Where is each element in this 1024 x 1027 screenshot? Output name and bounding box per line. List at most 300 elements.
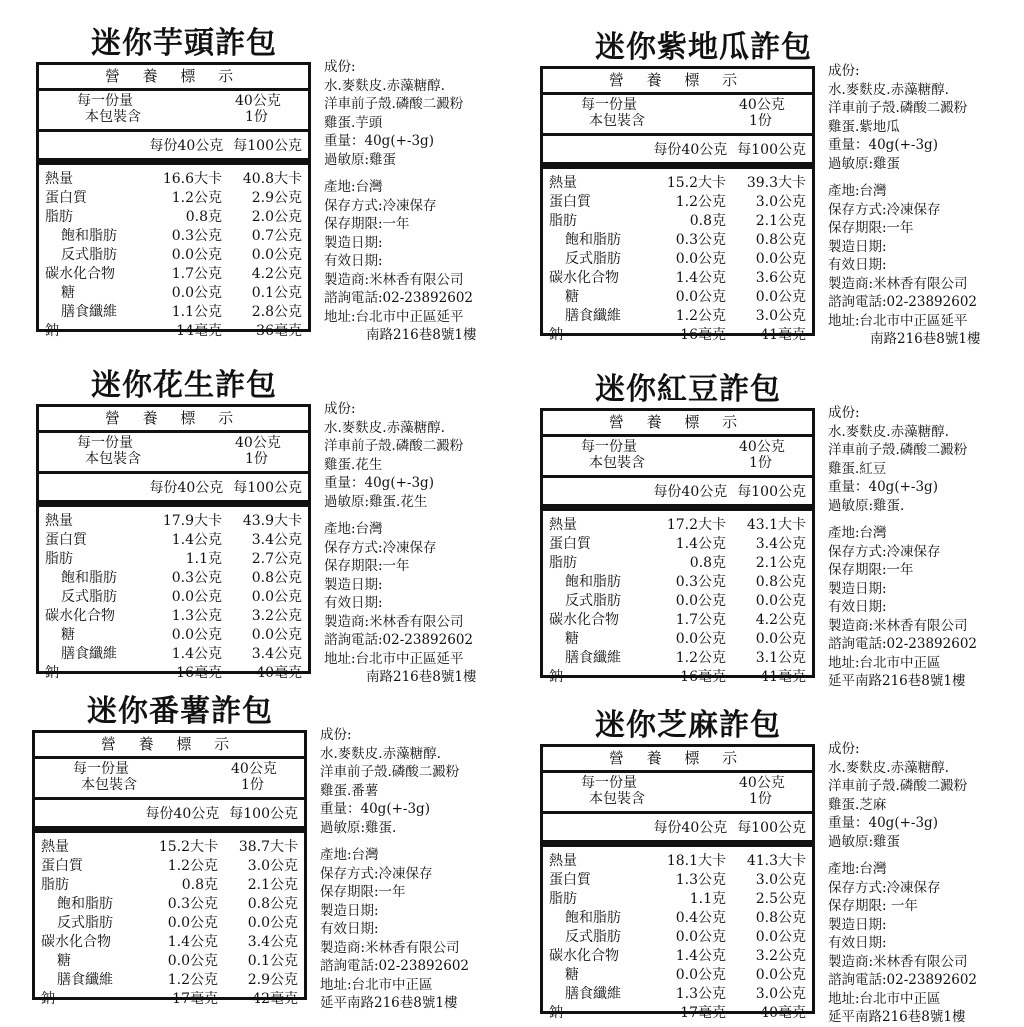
per-100g-value: 3.0公克 (755, 872, 806, 888)
per-serving-value: 0.3公克 (171, 570, 222, 586)
nutrient-name: 碳水化合物 (549, 948, 619, 964)
serving-size-value: 40公克 (231, 761, 277, 777)
servings-per-pack-value: 1份 (749, 113, 772, 129)
column-headers (543, 814, 812, 847)
nutrient-name: 膳食纖維 (565, 308, 621, 324)
nutrient-row (543, 250, 812, 269)
per-serving-value: 16毫克 (176, 665, 222, 681)
nutrient-row (39, 189, 308, 208)
nutrient-row (39, 303, 308, 322)
nutrition-header: 營 養 標 示 (39, 407, 308, 433)
per-serving-value: 0.3公克 (675, 232, 726, 248)
serving-size-value: 40公克 (739, 439, 785, 455)
nutrient-row (543, 852, 812, 871)
ingredient-line: 過敏原:雞蛋 (324, 151, 397, 168)
per-100g-value: 2.1公克 (755, 555, 806, 571)
per-serving-value: 15.2大卡 (158, 839, 218, 855)
per-100g-value: 0.7公克 (251, 228, 302, 244)
nutrient-name: 碳水化合物 (549, 612, 619, 628)
nutrient-row (543, 871, 812, 890)
nutrient-row (543, 668, 812, 687)
per-100g-value: 0.8公克 (755, 910, 806, 926)
product-info-line: 產地:台灣 (828, 183, 887, 199)
nutrient-row (543, 307, 812, 326)
nutrient-row (35, 914, 304, 933)
serving-size-value: 40公克 (739, 775, 785, 791)
column-headers (39, 132, 308, 165)
serving-info (39, 91, 308, 132)
per-100g-value: 3.0公克 (755, 986, 806, 1002)
nutrient-name: 糖 (565, 289, 579, 305)
nutrient-row (543, 326, 812, 345)
nutrient-name: 鈉 (41, 991, 55, 1007)
per-100g-value: 3.2公克 (251, 608, 302, 624)
product-details (828, 62, 1018, 349)
product-info-line: 地址:台北市中正區 (828, 990, 941, 1007)
serving-size-value: 40公克 (235, 435, 281, 451)
servings-per-pack-label: 本包裝含 (589, 113, 645, 129)
product-details (828, 740, 1018, 1027)
per-100g-value: 2.9公克 (247, 972, 298, 988)
product-info-line: 保存期限:一年 (828, 562, 914, 578)
per-serving-value: 0.0公克 (167, 953, 218, 969)
nutrient-name: 蛋白質 (549, 194, 591, 210)
nutrient-name: 飽和脂肪 (61, 570, 117, 586)
ingredient-line: 水.麥麩皮.赤藻糖醇. (828, 759, 949, 776)
ingredient-line: 水.麥麩皮.赤藻糖醇. (828, 423, 949, 440)
nutrient-name: 碳水化合物 (45, 608, 115, 624)
product-info-line: 製造商:米林香有限公司 (324, 613, 464, 630)
serving-info (35, 759, 304, 800)
nutrient-name: 熱量 (549, 853, 577, 869)
nutrient-table (543, 847, 812, 1023)
nutrition-facts-box (36, 404, 311, 681)
product-info-line: 諮詢電話:02-23892602 (324, 290, 474, 306)
nutrient-name: 鈉 (549, 327, 563, 343)
ingredient-line: 水.麥麩皮.赤藻糖醇. (828, 81, 949, 98)
serving-info (543, 773, 812, 814)
product-info-line: 有效日期: (828, 599, 887, 615)
per-serving-header: 每份40公克 (653, 820, 728, 836)
per-100g-value: 0.1公克 (251, 285, 302, 301)
ingredient-line: 水.麥麩皮.赤藻糖醇. (324, 419, 445, 436)
per-100g-header: 每100公克 (737, 820, 806, 836)
nutrient-row (39, 284, 308, 303)
nutrient-row (543, 231, 812, 250)
per-serving-value: 0.3公克 (171, 228, 222, 244)
per-100g-value: 0.0公克 (251, 589, 302, 605)
nutrient-name: 蛋白質 (41, 858, 83, 874)
product-label (540, 700, 1020, 1025)
ingredient-line: 重量：40g(+-3g) (828, 815, 938, 831)
ingredient-line: 洋車前子殼.磷酸二澱粉 (324, 96, 464, 112)
per-100g-value: 41.3大卡 (746, 853, 806, 869)
nutrient-name: 熱量 (41, 839, 69, 855)
per-100g-value: 3.2公克 (755, 948, 806, 964)
product-title: 迷你紫地瓜詐包 (595, 30, 812, 65)
product-info-line: 地址:台北市中正區延平 (324, 308, 464, 325)
address-continuation: 南路216巷8號1樓 (366, 669, 477, 685)
per-serving-value: 16.6大卡 (162, 171, 222, 187)
ingredient-line: 重量：40g(+-3g) (828, 479, 938, 495)
ingredient-line: 過敏原:雞蛋. (320, 819, 397, 836)
ingredient-line: 成份: (828, 63, 860, 79)
per-serving-value: 0.3公克 (675, 574, 726, 590)
ingredient-line: 過敏原:雞蛋 (828, 833, 901, 850)
per-100g-header: 每100公克 (229, 806, 298, 822)
nutrient-name: 碳水化合物 (549, 270, 619, 286)
servings-per-pack-value: 1份 (749, 455, 772, 471)
per-serving-value: 1.4公克 (675, 270, 726, 286)
per-100g-value: 40毫克 (256, 665, 302, 681)
product-info-line: 製造商:米林香有限公司 (828, 617, 968, 634)
nutrient-name: 蛋白質 (549, 872, 591, 888)
product-info-line: 保存方式:冷凍保存 (828, 879, 941, 896)
nutrient-table (39, 165, 308, 341)
nutrition-facts-box (540, 408, 815, 685)
per-serving-value: 0.8克 (181, 877, 218, 893)
product-label (32, 686, 512, 1011)
nutrient-name: 碳水化合物 (41, 934, 111, 950)
nutrient-row (35, 838, 304, 857)
product-info-line: 地址:台北市中正區 (320, 976, 433, 993)
nutrient-row (543, 592, 812, 611)
per-100g-value: 2.8公克 (251, 304, 302, 320)
per-100g-value: 40.8大卡 (242, 171, 302, 187)
per-serving-value: 16毫克 (680, 669, 726, 685)
per-serving-value: 1.3公克 (675, 872, 726, 888)
per-100g-value: 0.0公克 (247, 915, 298, 931)
per-100g-value: 0.0公克 (755, 631, 806, 647)
per-100g-value: 0.1公克 (247, 953, 298, 969)
product-info-line: 製造日期: (828, 238, 887, 255)
nutrient-row (543, 649, 812, 668)
product-title: 迷你芝麻詐包 (595, 708, 781, 743)
nutrition-header: 營 養 標 示 (543, 747, 812, 773)
nutrient-name: 膳食纖維 (61, 304, 117, 320)
nutrient-row (35, 971, 304, 990)
serving-size-label: 每一份量 (77, 435, 133, 451)
per-serving-value: 0.0公克 (171, 627, 222, 643)
nutrient-name: 糖 (61, 285, 75, 301)
per-100g-value: 3.4公克 (755, 536, 806, 552)
serving-size-label: 每一份量 (581, 439, 637, 455)
product-title: 迷你花生詐包 (91, 368, 277, 403)
per-100g-value: 0.8公克 (247, 896, 298, 912)
nutrient-name: 飽和脂肪 (57, 896, 113, 912)
nutrient-name: 膳食纖維 (61, 646, 117, 662)
nutrient-row (543, 573, 812, 592)
per-serving-value: 17.9大卡 (162, 513, 222, 529)
per-serving-value: 1.4公克 (171, 646, 222, 662)
nutrient-row (39, 322, 308, 341)
per-100g-value: 39.3大卡 (746, 175, 806, 191)
per-100g-value: 0.0公克 (755, 967, 806, 983)
nutrient-row (39, 664, 308, 683)
serving-size-label: 每一份量 (581, 775, 637, 791)
per-100g-value: 0.8公克 (755, 574, 806, 590)
per-100g-value: 38.7大卡 (238, 839, 298, 855)
column-headers (543, 136, 812, 169)
per-100g-value: 0.0公克 (755, 593, 806, 609)
product-info-line: 保存期限: 一年 (828, 898, 918, 914)
per-100g-header: 每100公克 (737, 484, 806, 500)
ingredient-line: 重量：40g(+-3g) (324, 475, 434, 491)
per-100g-value: 41毫克 (760, 669, 806, 685)
per-serving-value: 1.2公克 (171, 190, 222, 206)
nutrient-name: 鈉 (45, 665, 59, 681)
nutrient-row (35, 990, 304, 1009)
ingredient-line: 水.麥麩皮.赤藻糖醇. (324, 77, 445, 94)
servings-per-pack-value: 1份 (749, 791, 772, 807)
nutrient-name: 蛋白質 (45, 190, 87, 206)
nutrient-row (39, 531, 308, 550)
per-100g-value: 2.9公克 (251, 190, 302, 206)
serving-info (39, 433, 308, 474)
per-serving-value: 0.0公克 (171, 589, 222, 605)
nutrient-name: 飽和脂肪 (565, 232, 621, 248)
per-serving-value: 0.0公克 (167, 915, 218, 931)
nutrient-table (39, 507, 308, 683)
ingredient-line: 雞蛋.紫地瓜 (828, 118, 900, 135)
per-serving-value: 0.3公克 (167, 896, 218, 912)
product-info-line: 製造商:米林香有限公司 (828, 953, 968, 970)
nutrient-name: 反式脂肪 (61, 589, 117, 605)
nutrition-header: 營 養 標 示 (39, 65, 308, 91)
ingredient-line: 成份: (828, 405, 860, 421)
per-100g-value: 2.0公克 (251, 209, 302, 225)
per-100g-value: 0.0公克 (755, 289, 806, 305)
per-100g-value: 3.6公克 (755, 270, 806, 286)
per-serving-header: 每份40公克 (653, 142, 728, 158)
product-info-line: 諮詢電話:02-23892602 (324, 632, 474, 648)
product-label (36, 18, 516, 343)
product-info-line: 延平南路216巷8號1樓 (828, 673, 966, 689)
product-info-line: 保存方式:冷凍保存 (324, 539, 437, 556)
nutrient-row (39, 265, 308, 284)
per-serving-value: 0.0公克 (675, 251, 726, 267)
servings-per-pack-label: 本包裝含 (589, 455, 645, 471)
ingredient-line: 洋車前子殼.磷酸二澱粉 (320, 764, 460, 780)
address-continuation: 南路216巷8號1樓 (870, 331, 981, 347)
servings-per-pack-label: 本包裝含 (589, 791, 645, 807)
product-info-line: 產地:台灣 (828, 861, 887, 877)
per-serving-value: 1.4公克 (167, 934, 218, 950)
nutrient-name: 脂肪 (549, 213, 577, 229)
nutrition-header: 營 養 標 示 (543, 411, 812, 437)
per-serving-value: 1.2公克 (675, 650, 726, 666)
ingredient-line: 洋車前子殼.磷酸二澱粉 (828, 442, 968, 458)
per-100g-value: 36毫克 (256, 323, 302, 339)
per-100g-value: 0.8公克 (755, 232, 806, 248)
per-100g-value: 4.2公克 (251, 266, 302, 282)
per-100g-value: 3.4公克 (247, 934, 298, 950)
ingredient-line: 過敏原:雞蛋 (828, 155, 901, 172)
nutrient-row (543, 985, 812, 1004)
per-serving-value: 1.7公克 (675, 612, 726, 628)
per-100g-value: 0.0公克 (251, 627, 302, 643)
ingredient-line: 洋車前子殼.磷酸二澱粉 (324, 438, 464, 454)
nutrition-facts-box (540, 744, 815, 1021)
nutrient-row (543, 554, 812, 573)
nutrient-row (543, 516, 812, 535)
per-serving-value: 0.0公克 (675, 929, 726, 945)
per-serving-value: 0.8克 (185, 209, 222, 225)
nutrient-name: 糖 (61, 627, 75, 643)
per-serving-value: 1.3公克 (675, 986, 726, 1002)
nutrient-row (39, 512, 308, 531)
per-serving-value: 0.0公克 (171, 285, 222, 301)
ingredient-line: 成份: (324, 401, 356, 417)
per-serving-value: 0.0公克 (171, 247, 222, 263)
product-info-line: 製造日期: (324, 234, 383, 251)
per-serving-value: 1.2公克 (675, 194, 726, 210)
ingredient-line: 雞蛋.芝麻 (828, 796, 887, 813)
column-headers (39, 474, 308, 507)
nutrient-table (35, 833, 304, 1009)
nutrient-row (543, 890, 812, 909)
nutrition-facts-box (36, 62, 311, 339)
product-info-line: 延平南路216巷8號1樓 (320, 995, 458, 1011)
per-serving-value: 1.2公克 (675, 308, 726, 324)
nutrient-name: 脂肪 (549, 891, 577, 907)
per-serving-value: 16毫克 (680, 327, 726, 343)
per-100g-value: 2.5公克 (755, 891, 806, 907)
nutrient-name: 熱量 (549, 175, 577, 191)
nutrient-row (35, 933, 304, 952)
per-serving-value: 0.0公克 (675, 289, 726, 305)
nutrient-row (39, 208, 308, 227)
product-info-line: 有效日期: (828, 935, 887, 951)
per-serving-header: 每份40公克 (653, 484, 728, 500)
nutrient-name: 碳水化合物 (45, 266, 115, 282)
product-info-line: 有效日期: (324, 595, 383, 611)
nutrient-name: 糖 (565, 631, 579, 647)
nutrient-row (543, 630, 812, 649)
product-info-line: 保存方式:冷凍保存 (828, 543, 941, 560)
ingredient-line: 重量：40g(+-3g) (324, 133, 434, 149)
per-100g-value: 2.1公克 (755, 213, 806, 229)
servings-per-pack-value: 1份 (245, 109, 268, 125)
nutrient-name: 膳食纖維 (57, 972, 113, 988)
serving-info (543, 95, 812, 136)
nutrient-row (35, 895, 304, 914)
nutrition-facts-box (540, 66, 815, 343)
nutrition-header: 營 養 標 示 (35, 733, 304, 759)
product-label (540, 22, 1020, 347)
nutrient-name: 反式脂肪 (565, 929, 621, 945)
product-title: 迷你芋頭詐包 (91, 26, 277, 61)
product-info-line: 保存期限:一年 (828, 220, 914, 236)
serving-size-label: 每一份量 (581, 97, 637, 113)
nutrient-name: 熱量 (45, 513, 73, 529)
per-serving-value: 15.2大卡 (666, 175, 726, 191)
servings-per-pack-value: 1份 (241, 777, 264, 793)
product-label (36, 360, 516, 685)
per-100g-value: 0.0公克 (251, 247, 302, 263)
per-serving-value: 1.7公克 (171, 266, 222, 282)
product-info-line: 產地:台灣 (324, 521, 383, 537)
per-100g-value: 41毫克 (760, 327, 806, 343)
product-info-line: 保存期限:一年 (324, 558, 410, 574)
per-100g-value: 42毫克 (252, 991, 298, 1007)
ingredient-line: 過敏原:雞蛋.花生 (324, 493, 428, 510)
per-serving-value: 1.2公克 (167, 972, 218, 988)
nutrient-name: 熱量 (45, 171, 73, 187)
per-serving-value: 0.0公克 (675, 631, 726, 647)
product-info-line: 有效日期: (828, 257, 887, 273)
ingredient-line: 水.麥麩皮.赤藻糖醇. (320, 745, 441, 762)
per-100g-header: 每100公克 (233, 480, 302, 496)
per-serving-value: 0.0公克 (675, 967, 726, 983)
product-info-line: 產地:台灣 (828, 525, 887, 541)
product-info-line: 諮詢電話:02-23892602 (828, 294, 978, 310)
nutrient-name: 糖 (565, 967, 579, 983)
per-serving-header: 每份40公克 (145, 806, 220, 822)
product-info-line: 保存方式:冷凍保存 (828, 201, 941, 218)
per-serving-header: 每份40公克 (149, 480, 224, 496)
per-100g-value: 0.0公克 (755, 251, 806, 267)
nutrient-row (35, 952, 304, 971)
nutrient-row (543, 1004, 812, 1023)
per-serving-value: 0.8克 (689, 555, 726, 571)
ingredient-line: 雞蛋.芋頭 (324, 114, 383, 131)
ingredient-line: 成份: (320, 727, 352, 743)
nutrient-row (543, 611, 812, 630)
nutrient-row (543, 535, 812, 554)
nutrition-facts-box (32, 730, 307, 1007)
product-info-line: 保存期限:一年 (320, 884, 406, 900)
ingredient-line: 雞蛋.紅豆 (828, 460, 887, 477)
product-info-line: 有效日期: (320, 921, 379, 937)
per-serving-value: 18.1大卡 (666, 853, 726, 869)
nutrient-name: 蛋白質 (45, 532, 87, 548)
serving-size-label: 每一份量 (77, 93, 133, 109)
nutrient-name: 脂肪 (549, 555, 577, 571)
nutrient-name: 鈉 (549, 1005, 563, 1021)
per-100g-value: 4.2公克 (755, 612, 806, 628)
address-continuation: 南路216巷8號1樓 (366, 327, 477, 343)
ingredient-line: 成份: (828, 741, 860, 757)
per-serving-value: 0.0公克 (675, 593, 726, 609)
per-100g-value: 3.4公克 (251, 532, 302, 548)
per-100g-value: 3.1公克 (755, 650, 806, 666)
nutrient-name: 反式脂肪 (57, 915, 113, 931)
ingredient-line: 重量：40g(+-3g) (828, 137, 938, 153)
per-serving-value: 1.4公克 (675, 536, 726, 552)
nutrient-row (39, 227, 308, 246)
per-100g-value: 3.0公克 (247, 858, 298, 874)
product-info-line: 製造商:米林香有限公司 (320, 939, 460, 956)
servings-per-pack-label: 本包裝含 (85, 109, 141, 125)
ingredient-line: 過敏原:雞蛋. (828, 497, 905, 514)
per-serving-header: 每份40公克 (149, 138, 224, 154)
per-100g-value: 40毫克 (760, 1005, 806, 1021)
ingredient-line: 雞蛋.番薯 (320, 782, 379, 799)
nutrient-name: 膳食纖維 (565, 986, 621, 1002)
nutrient-name: 飽和脂肪 (565, 574, 621, 590)
product-details (828, 404, 1018, 691)
nutrient-row (543, 193, 812, 212)
column-headers (543, 478, 812, 511)
servings-per-pack-label: 本包裝含 (81, 777, 137, 793)
product-info-line: 製造日期: (828, 580, 887, 597)
per-serving-value: 1.3公克 (171, 608, 222, 624)
nutrient-row (543, 212, 812, 231)
nutrient-row (39, 550, 308, 569)
per-100g-value: 2.1公克 (247, 877, 298, 893)
nutrient-row (39, 626, 308, 645)
